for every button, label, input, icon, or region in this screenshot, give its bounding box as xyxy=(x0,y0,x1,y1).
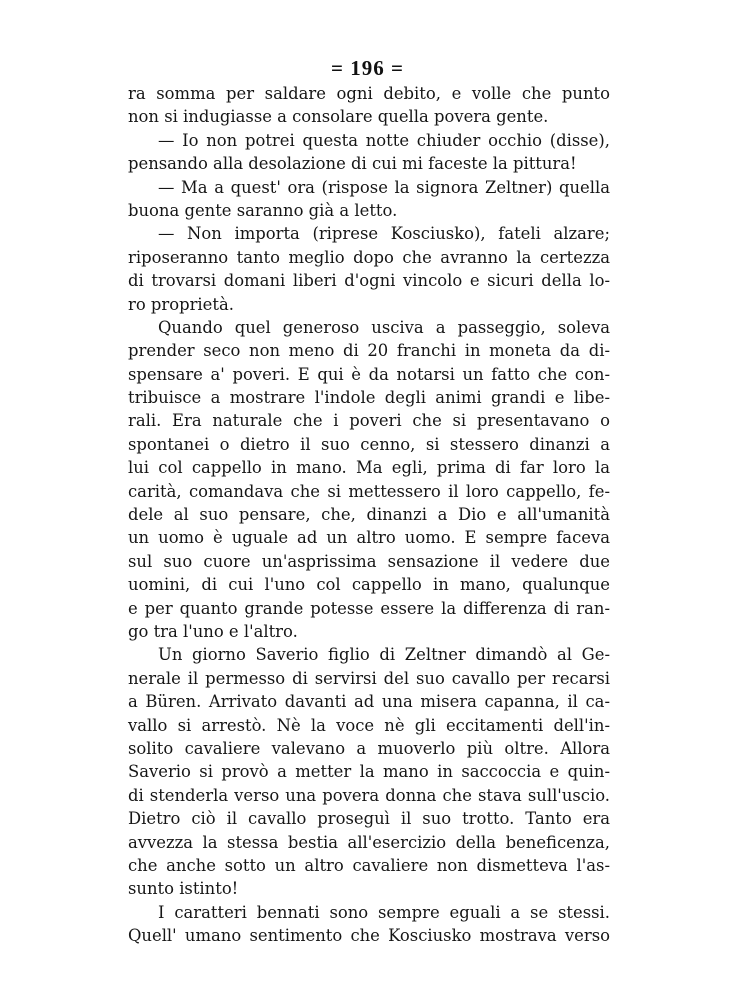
paragraph xyxy=(128,901,610,948)
text-line: avvezza la stessa bestia all'esercizio della beneficenza, xyxy=(128,832,610,852)
paragraph xyxy=(128,316,610,643)
text-line: rali. Era naturale che i poveri che si presentavano o xyxy=(128,411,610,431)
text-line: spensare a' poveri. E qui è da notarsi un fatto che con- xyxy=(128,364,610,384)
page-number: = 196 = xyxy=(331,56,404,80)
text-line: vallo si arrestò. Nè la voce nè gli eccitamenti dell'in- xyxy=(128,715,610,735)
text-line: di trovarsi domani liberi d'ogni vincolo e sicuri della lo- xyxy=(128,271,610,291)
text-line: sunto istinto! xyxy=(128,879,239,899)
text-line: lui col cappello in mano. Ma egli, prima di far loro la xyxy=(128,458,610,478)
text-line: un uomo è uguale ad un altro uomo. E sempre faceva xyxy=(128,528,610,548)
paragraph xyxy=(128,82,610,129)
text-line: Saverio si provò a metter la mano in saccoccia e quin- xyxy=(128,762,610,782)
text-line: Quell' umano sentimento che Kosciusko mostrava verso xyxy=(128,926,610,946)
text-line: spontanei o dietro il suo cenno, si stessero dinanzi a xyxy=(128,434,610,454)
text-line: pensando alla desolazione di cui mi faceste la pittura! xyxy=(128,154,577,174)
text-line: Un giorno Saverio figlio di Zeltner dimandò al Ge- xyxy=(158,645,610,665)
text-line: nerale il permesso di servirsi del suo cavallo per recarsi xyxy=(128,668,610,688)
paragraph xyxy=(128,176,610,223)
text-line: Dietro ciò il cavallo proseguì il suo trotto. Tanto era xyxy=(128,809,610,829)
text-line: tribuisce a mostrare l'indole degli animi grandi e libe- xyxy=(128,388,610,408)
text-line: dele al suo pensare, che, dinanzi a Dio e all'umanità xyxy=(128,505,610,525)
text-line: che anche sotto un altro cavaliere non dismetteva l'as- xyxy=(128,855,610,875)
text-line: — Ma a quest' ora (rispose la signora Zeltner) quella xyxy=(158,177,610,197)
paragraph xyxy=(128,222,610,316)
text-line: go tra l'uno e l'altro. xyxy=(128,621,298,641)
text-line: I caratteri bennati sono sempre eguali a se stessi. xyxy=(158,902,610,922)
text-line: ro proprietà. xyxy=(128,294,234,314)
text-line: ra somma per saldare ogni debito, e volle che punto xyxy=(128,84,610,103)
text-line: buona gente saranno già a letto. xyxy=(128,200,398,220)
text-line: solito cavaliere valevano a muoverlo più oltre. Allora xyxy=(128,738,610,758)
text-line: e per quanto grande potesse essere la differenza di ran- xyxy=(128,598,610,618)
text-line: Quando quel generoso usciva a passeggio, soleva xyxy=(158,317,610,337)
text-line: di stenderla verso una povera donna che stava sull'uscio. xyxy=(128,785,610,805)
text-line: — Io non potrei questa notte chiuder occhio (disse), xyxy=(158,130,610,150)
text-line: carità, comandava che si mettessero il loro cappello, fe- xyxy=(128,481,610,501)
text-line: riposeranno tanto meglio dopo che avranno la certezza xyxy=(128,247,610,267)
text-line: — Non importa (riprese Kosciusko), fateli alzare; xyxy=(158,224,610,244)
text-line: a Büren. Arrivato davanti ad una misera capanna, il ca- xyxy=(128,692,610,712)
text-line: non si indugiasse a consolare quella povera gente. xyxy=(128,107,549,127)
text-line: sul suo cuore un'asprissima sensazione il vedere due xyxy=(128,551,610,571)
text-line: prender seco non meno di 20 franchi in moneta da di- xyxy=(128,341,610,361)
page-body-text xyxy=(128,82,610,947)
paragraph xyxy=(128,129,610,176)
text-line: uomini, di cui l'uno col cappello in mano, qualunque xyxy=(128,575,610,595)
paragraph xyxy=(128,643,610,900)
